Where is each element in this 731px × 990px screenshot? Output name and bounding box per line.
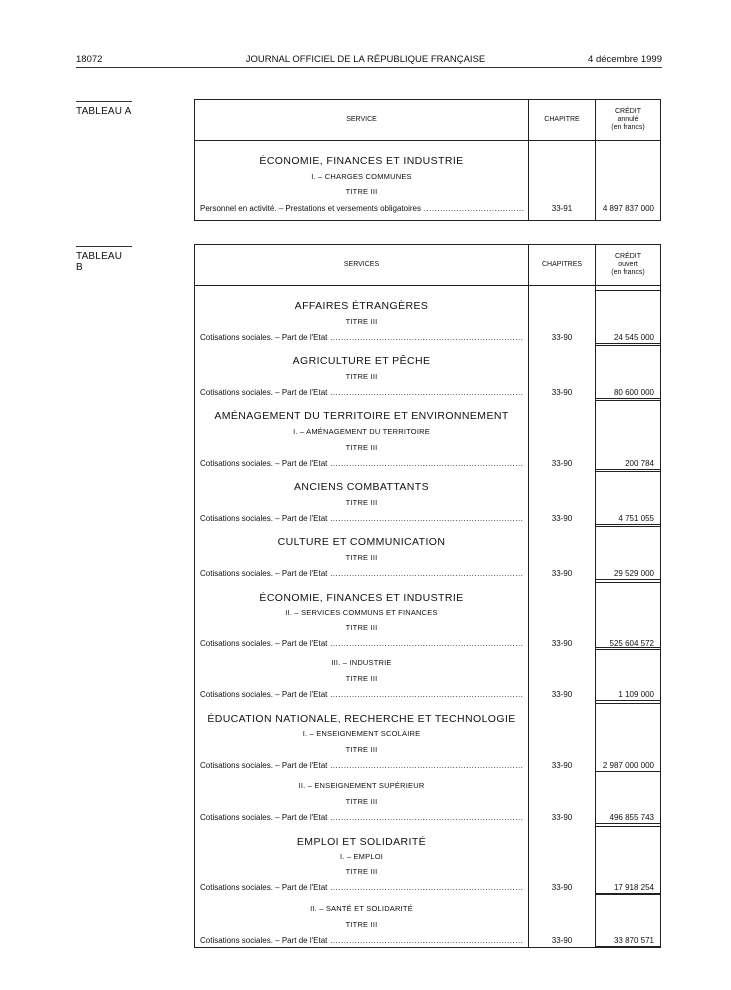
row-chapitre: 33-90 <box>551 388 573 397</box>
amount-underline <box>596 823 660 824</box>
ministry-heading: ÉCONOMIE, FINANCES ET INDUSTRIE <box>259 155 464 167</box>
row-chapitre: 33-90 <box>551 813 573 822</box>
ministry-heading: ÉDUCATION NATIONALE, RECHERCHE ET TECHNOLOGIE <box>207 713 516 725</box>
journal-title: JOURNAL OFFICIEL DE LA RÉPUBLIQUE FRANÇAISE <box>245 54 486 65</box>
column-divider <box>528 245 529 947</box>
table-row <box>195 386 660 398</box>
section-heading: II. – SERVICES COMMUNS ET FINANCES <box>285 608 438 617</box>
ministry-heading: AMÉNAGEMENT DU TERRITOIRE ET ENVIRONNEMENT <box>214 410 509 422</box>
header-rule <box>76 67 662 68</box>
table-row <box>195 688 660 700</box>
titre-heading: TITRE III <box>345 187 378 196</box>
row-chapitre: 33-90 <box>551 639 573 648</box>
head-service: SERVICE <box>346 116 377 123</box>
section-heading: I. – EMPLOI <box>339 852 384 861</box>
row-amount: 4 897 837 000 <box>602 204 654 213</box>
amount-underline <box>596 398 660 399</box>
row-amount: 24 545 000 <box>613 333 654 342</box>
amount-box-rule <box>596 582 660 583</box>
row-chapitre: 33-90 <box>551 936 573 945</box>
amount-box-rule <box>596 290 660 291</box>
amount-box-rule <box>596 826 660 827</box>
titre-heading: TITRE III <box>345 867 378 876</box>
titre-heading: TITRE III <box>345 317 378 326</box>
row-amount: 4 751 055 <box>618 514 654 523</box>
amount-box-rule <box>596 894 660 895</box>
page-number: 18072 <box>76 54 103 65</box>
section-heading: III. – INDUSTRIE <box>331 658 392 667</box>
section-heading: II. – SANTÉ ET SOLIDARITÉ <box>310 904 413 913</box>
row-label: Cotisations sociales. – Part de l'Etat ..... <box>200 459 524 468</box>
amount-box-rule <box>596 345 660 346</box>
ministry-heading: EMPLOI ET SOLIDARITÉ <box>296 836 427 848</box>
head-services: SERVICES <box>343 261 380 268</box>
tableau-a <box>194 99 661 221</box>
tableau-b-label: TABLEAU B <box>76 246 132 273</box>
tableau-a-head <box>195 100 660 141</box>
table-row <box>195 567 660 579</box>
section-heading: I. – ENSEIGNEMENT SCOLAIRE <box>302 729 421 738</box>
amount-underline <box>596 649 660 650</box>
head-credit: CRÉDIT ouvert (en francs) <box>611 253 645 276</box>
ministry-heading: AFFAIRES ÉTRANGÈRES <box>294 300 429 312</box>
publication-date: 4 décembre 1999 <box>588 54 662 65</box>
head-credit: CRÉDIT annulé (en francs) <box>611 108 645 131</box>
table-row <box>195 202 660 214</box>
row-chapitre: 33-90 <box>551 514 573 523</box>
row-chapitre: 33-91 <box>551 204 573 213</box>
amount-underline <box>596 343 660 344</box>
row-chapitre: 33-90 <box>551 569 573 578</box>
amount-underline <box>596 579 660 580</box>
tableau-b-head <box>195 245 660 286</box>
amount-box-rule <box>596 771 660 772</box>
amount-underline <box>596 700 660 701</box>
row-chapitre: 33-90 <box>551 883 573 892</box>
row-chapitre: 33-90 <box>551 333 573 342</box>
section-heading: I. – AMÉNAGEMENT DU TERRITOIRE <box>293 427 430 436</box>
ministry-heading: AGRICULTURE ET PÊCHE <box>292 355 431 367</box>
amount-box-rule <box>596 526 660 527</box>
row-amount: 29 529 000 <box>613 569 654 578</box>
row-amount: 1 109 000 <box>618 690 654 699</box>
tableau-a-label: TABLEAU A <box>76 101 132 117</box>
column-divider <box>595 245 596 947</box>
amount-underline <box>596 946 660 947</box>
amount-box-rule <box>596 647 660 648</box>
row-amount: 33 870 571 <box>613 936 654 945</box>
row-label: Cotisations sociales. – Part de l'Etat ..... <box>200 761 524 770</box>
row-label: Cotisations sociales. – Part de l'Etat ..... <box>200 883 524 892</box>
titre-heading: TITRE III <box>345 920 378 929</box>
row-chapitre: 33-90 <box>551 761 573 770</box>
titre-heading: TITRE III <box>345 674 378 683</box>
table-row <box>195 637 660 649</box>
amount-box-rule <box>596 471 660 472</box>
titre-heading: TITRE III <box>345 498 378 507</box>
table-row <box>195 759 660 771</box>
row-label: Cotisations sociales. – Part de l'Etat ..... <box>200 388 524 397</box>
head-chapitres: CHAPITRES <box>541 261 583 268</box>
titre-heading: TITRE III <box>345 797 378 806</box>
row-amount: 80 600 000 <box>613 388 654 397</box>
table-row <box>195 512 660 524</box>
section-heading: I. – CHARGES COMMUNES <box>311 172 412 181</box>
table-row <box>195 811 660 823</box>
ministry-heading: ANCIENS COMBATTANTS <box>294 481 429 493</box>
row-label: Cotisations sociales. – Part de l'Etat ..... <box>200 514 524 523</box>
ministry-heading: ÉCONOMIE, FINANCES ET INDUSTRIE <box>259 592 464 604</box>
row-amount: 2 987 000 000 <box>602 761 654 770</box>
row-label: Cotisations sociales. – Part de l'Etat ..... <box>200 813 524 822</box>
titre-heading: TITRE III <box>345 553 378 562</box>
table-row <box>195 881 660 893</box>
amount-box-rule <box>596 703 660 704</box>
titre-heading: TITRE III <box>345 372 378 381</box>
amount-underline <box>596 524 660 525</box>
titre-heading: TITRE III <box>345 745 378 754</box>
section-heading: II. – ENSEIGNEMENT SUPÉRIEUR <box>298 781 425 790</box>
row-amount: 496 855 743 <box>609 813 654 822</box>
row-label: Cotisations sociales. – Part de l'Etat ..... <box>200 690 524 699</box>
table-row <box>195 331 660 343</box>
row-chapitre: 33-90 <box>551 459 573 468</box>
tableau-b <box>194 244 661 948</box>
row-label: Cotisations sociales. – Part de l'Etat ..... <box>200 569 524 578</box>
ministry-heading: CULTURE ET COMMUNICATION <box>277 536 446 548</box>
amount-box-rule <box>596 400 660 401</box>
row-amount: 525 604 572 <box>609 639 654 648</box>
table-row <box>195 457 660 469</box>
row-label: Personnel en activité. – Prestations et versements obligatoires ..... <box>200 204 524 213</box>
amount-underline <box>596 469 660 470</box>
row-label: Cotisations sociales. – Part de l'Etat ..... <box>200 639 524 648</box>
row-amount: 200 784 <box>625 459 654 468</box>
titre-heading: TITRE III <box>345 623 378 632</box>
table-row <box>195 934 660 946</box>
row-label: Cotisations sociales. – Part de l'Etat ..... <box>200 936 524 945</box>
row-chapitre: 33-90 <box>551 690 573 699</box>
row-amount: 17 918 254 <box>613 883 654 892</box>
head-chapitre: CHAPITRE <box>544 116 580 123</box>
row-label: Cotisations sociales. – Part de l'Etat ..... <box>200 333 524 342</box>
titre-heading: TITRE III <box>345 443 378 452</box>
